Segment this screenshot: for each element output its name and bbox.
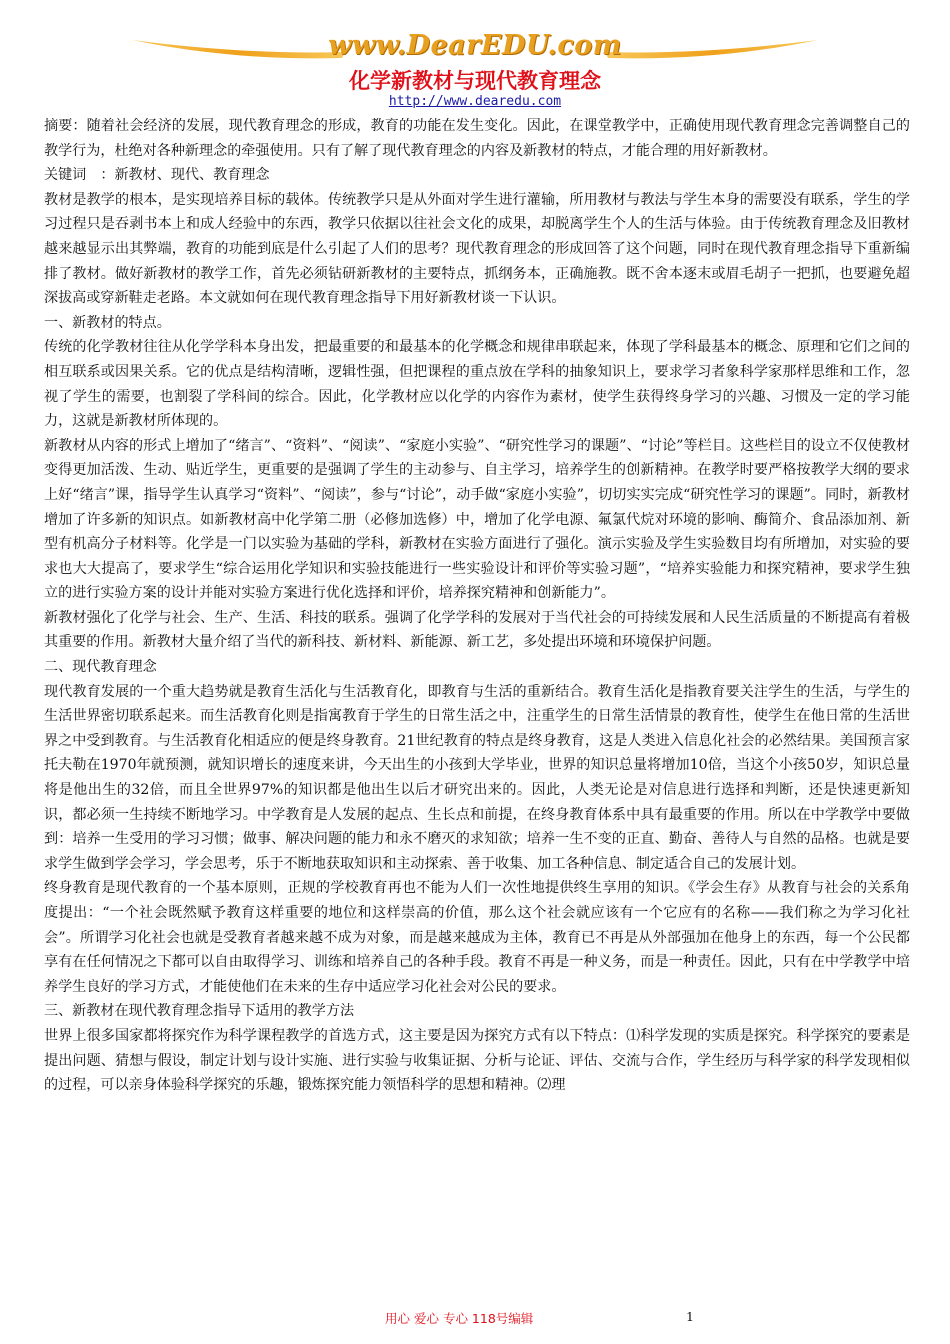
body-paragraph: 终身教育是现代教育的一个基本原则，正规的学校教育再也不能为人们一次性地提供终生享用的知识。《学会生存》从教育与社会的关系角度提出：“一个社会既然赋予教育这样重要的地位和这样崇高的价值，那么这个社会就应该有一个它应有的名称——我们称之为学习化社会”。所谓学习化社会也就是受教育者越来越不成为对象，而是越来越成为主体，教育已不再是从外部强加在他身上的东西，每一个公民都享有在任何情况之下都可以自由取得学习、训练和培养自己的各种手段。教育不再是一种义务，而是一种责任。因此，只有在中学教学中培养学生良好的学习方式，才能使他们在未来的生存中适应学习化社会对公民的要求。 <box>44 880 910 995</box>
body-paragraph: 现代教育发展的一个重大趋势就是教育生活化与生活教育化，即教育与生活的重新结合。教育生活化是指教育要关注学生的生活，与学生的生活世界密切联系起来。而生活教育化则是指寓教育于学生的日常生活之中，注重学生的日常生活情景的教育性，使学生在他日常的生活世界之中受到教育。与生活教育化相适应的便是终身教育。21世纪教育的特点是终身教育，这是人类进入信息化社会的必然结果。美国预言家托夫勒在1970年就预测，就知识增长的速度来讲，今天出生的小孩到大学毕业，世界的知识总量将增加10倍，当这个小孩50岁，知识总量将是他出生的32倍，而且全世界97%的知识都是他出生以后才研究出来的。因此，人类无论是对信息进行选择和判断，还是快速更新知识，都必须一生持续不断地学习。中学教育是人发展的起点、生长点和前提，在终身教育体系中具有最重要的作用。所以在中学教学中要做到：培养一生受用的学习习惯；做事、解决问题的能力和永不磨灭的求知欲；培养一生不变的正直、勤奋、善待人与自然的品格。也就是要求学生做到学会学习，学会思考，乐于不断地获取知识和主动探索、善于收集、加工各种信息、制定适合自己的发展计划。 <box>44 683 910 872</box>
document-title: 化学新教材与现代教育理念 <box>349 69 601 93</box>
article-body <box>44 114 910 1098</box>
footer-note: 用心 爱心 专心 118号编辑 <box>385 1311 534 1326</box>
section-heading-3: 三、新教材在现代教育理念指导下适用的教学方法 <box>44 1003 355 1020</box>
body-paragraph: 传统的化学教材往往从化学学科本身出发，把最重要的和最基本的化学概念和规律串联起来，体现了学科最基本的概念、原理和它们之间的相互联系或因果关系。它的优点是结构清晰，逻辑性强，但把课程的重点放在学科的抽象知识上，要求学习者象科学家那样思维和工作，忽视了学生的需要，也割裂了学科间的综合。因此，化学教材应以化学的内容作为素材，使学生获得终身学习的兴趣、习惯及一定的学习能力，这就是新教材所体现的。 <box>44 339 910 430</box>
page-number: 1 <box>686 1309 694 1324</box>
section-heading-2: 二、现代教育理念 <box>44 659 157 676</box>
abstract-paragraph: 摘要：随着社会经济的发展，现代教育理念的形成，教育的功能在发生变化。因此，在课堂教学中，正确使用现代教育理念完善调整自己的教学行为，杜绝对各种新理念的牵强使用。只有了解了现代教育理念的内容及新教材的特点，才能合理的用好新教材。 <box>44 118 910 159</box>
logo-text: www.DearEDU.com <box>328 30 622 61</box>
section-heading-1: 一、新教材的特点。 <box>44 314 171 331</box>
keywords-line: 关键词 ：新教材、现代、教育理念 <box>44 167 270 184</box>
site-logo <box>130 28 820 70</box>
body-paragraph: 世界上很多国家都将探究作为科学课程教学的首选方式，这主要是因为探究方式有以下特点：⑴科学发现的实质是探究。科学探究的要素是提出问题、猜想与假设，制定计划与设计实施、进行实验与收集证据、分析与论证、评估、交流与合作，学生经历与科学家的科学发现相似的过程，可以亲身体验科学探究的乐趣，锻炼探究能力领悟科学的思想和精神。⑵理 <box>44 1027 910 1094</box>
source-link[interactable]: http://www.dearedu.com <box>388 94 562 109</box>
body-paragraph: 新教材从内容的形式上增加了“绪言”、“资料”、“阅读”、“家庭小实验”、“研究性学习的课题”、“讨论”等栏目。这些栏目的设立不仅使教材变得更加活泼、生动、贴近学生，更重要的是强调了学生的主动参与、自主学习，培养学生的创新精神。在教学时要严格按教学大纲的要求上好“绪言”课，指导学生认真学习“资料”、“阅读”，参与“讨论”，动手做“家庭小实验”，切切实实完成“研究性学习的课题”。同时，新教材增加了许多新的知识点。如新教材高中化学第二册（必修加选修）中，增加了化学电源、氟氯代烷对环境的影响、酶简介、食品添加剂、新型有机高分子材料等。化学是一门以实验为基础的学科，新教材在实验方面进行了强化。演示实验及学生实验数目均有所增加，对实验的要求也大大提高了，要求学生“综合运用化学知识和实验技能进行一些实验设计和评价等实验习题”，“培养实验能力和探究精神，要求学生独立的进行实验方案的设计并能对实验方案进行优化选择和评价，培养探究精神和创新能力”。 <box>44 437 910 602</box>
body-paragraph: 新教材强化了化学与社会、生产、生活、科技的联系。强调了化学学科的发展对于当代社会的可持续发展和人民生活质量的不断提高有着极其重要的作用。新教材大量介绍了当代的新科技、新材料、新能源、新工艺，多处提出环境和环境保护问题。 <box>44 609 910 651</box>
intro-paragraph: 教材是教学的根本，是实现培养目标的载体。传统教学只是从外面对学生进行灌输，所用教材与教法与学生本身的需要没有联系，学生的学习过程只是吞剥书本上和成人经验中的东西，教学只依据以往社会文化的成果，却脱离学生个人的生活与体验。由于传统教育理念及旧教材越来越显示出其弊端，教育的功能到底是什么引起了人们的思考？现代教育理念的形成回答了这个问题，同时在现代教育理念指导下重新编排了教材。做好新教材的教学工作，首先必须钻研新教材的主要特点，抓纲务本，正确施教。既不舍本逐末或眉毛胡子一把抓，也要避免超深拔高或穿新鞋走老路。本文就如何在现代教育理念指导下用好新教材谈一下认识。 <box>44 191 910 307</box>
